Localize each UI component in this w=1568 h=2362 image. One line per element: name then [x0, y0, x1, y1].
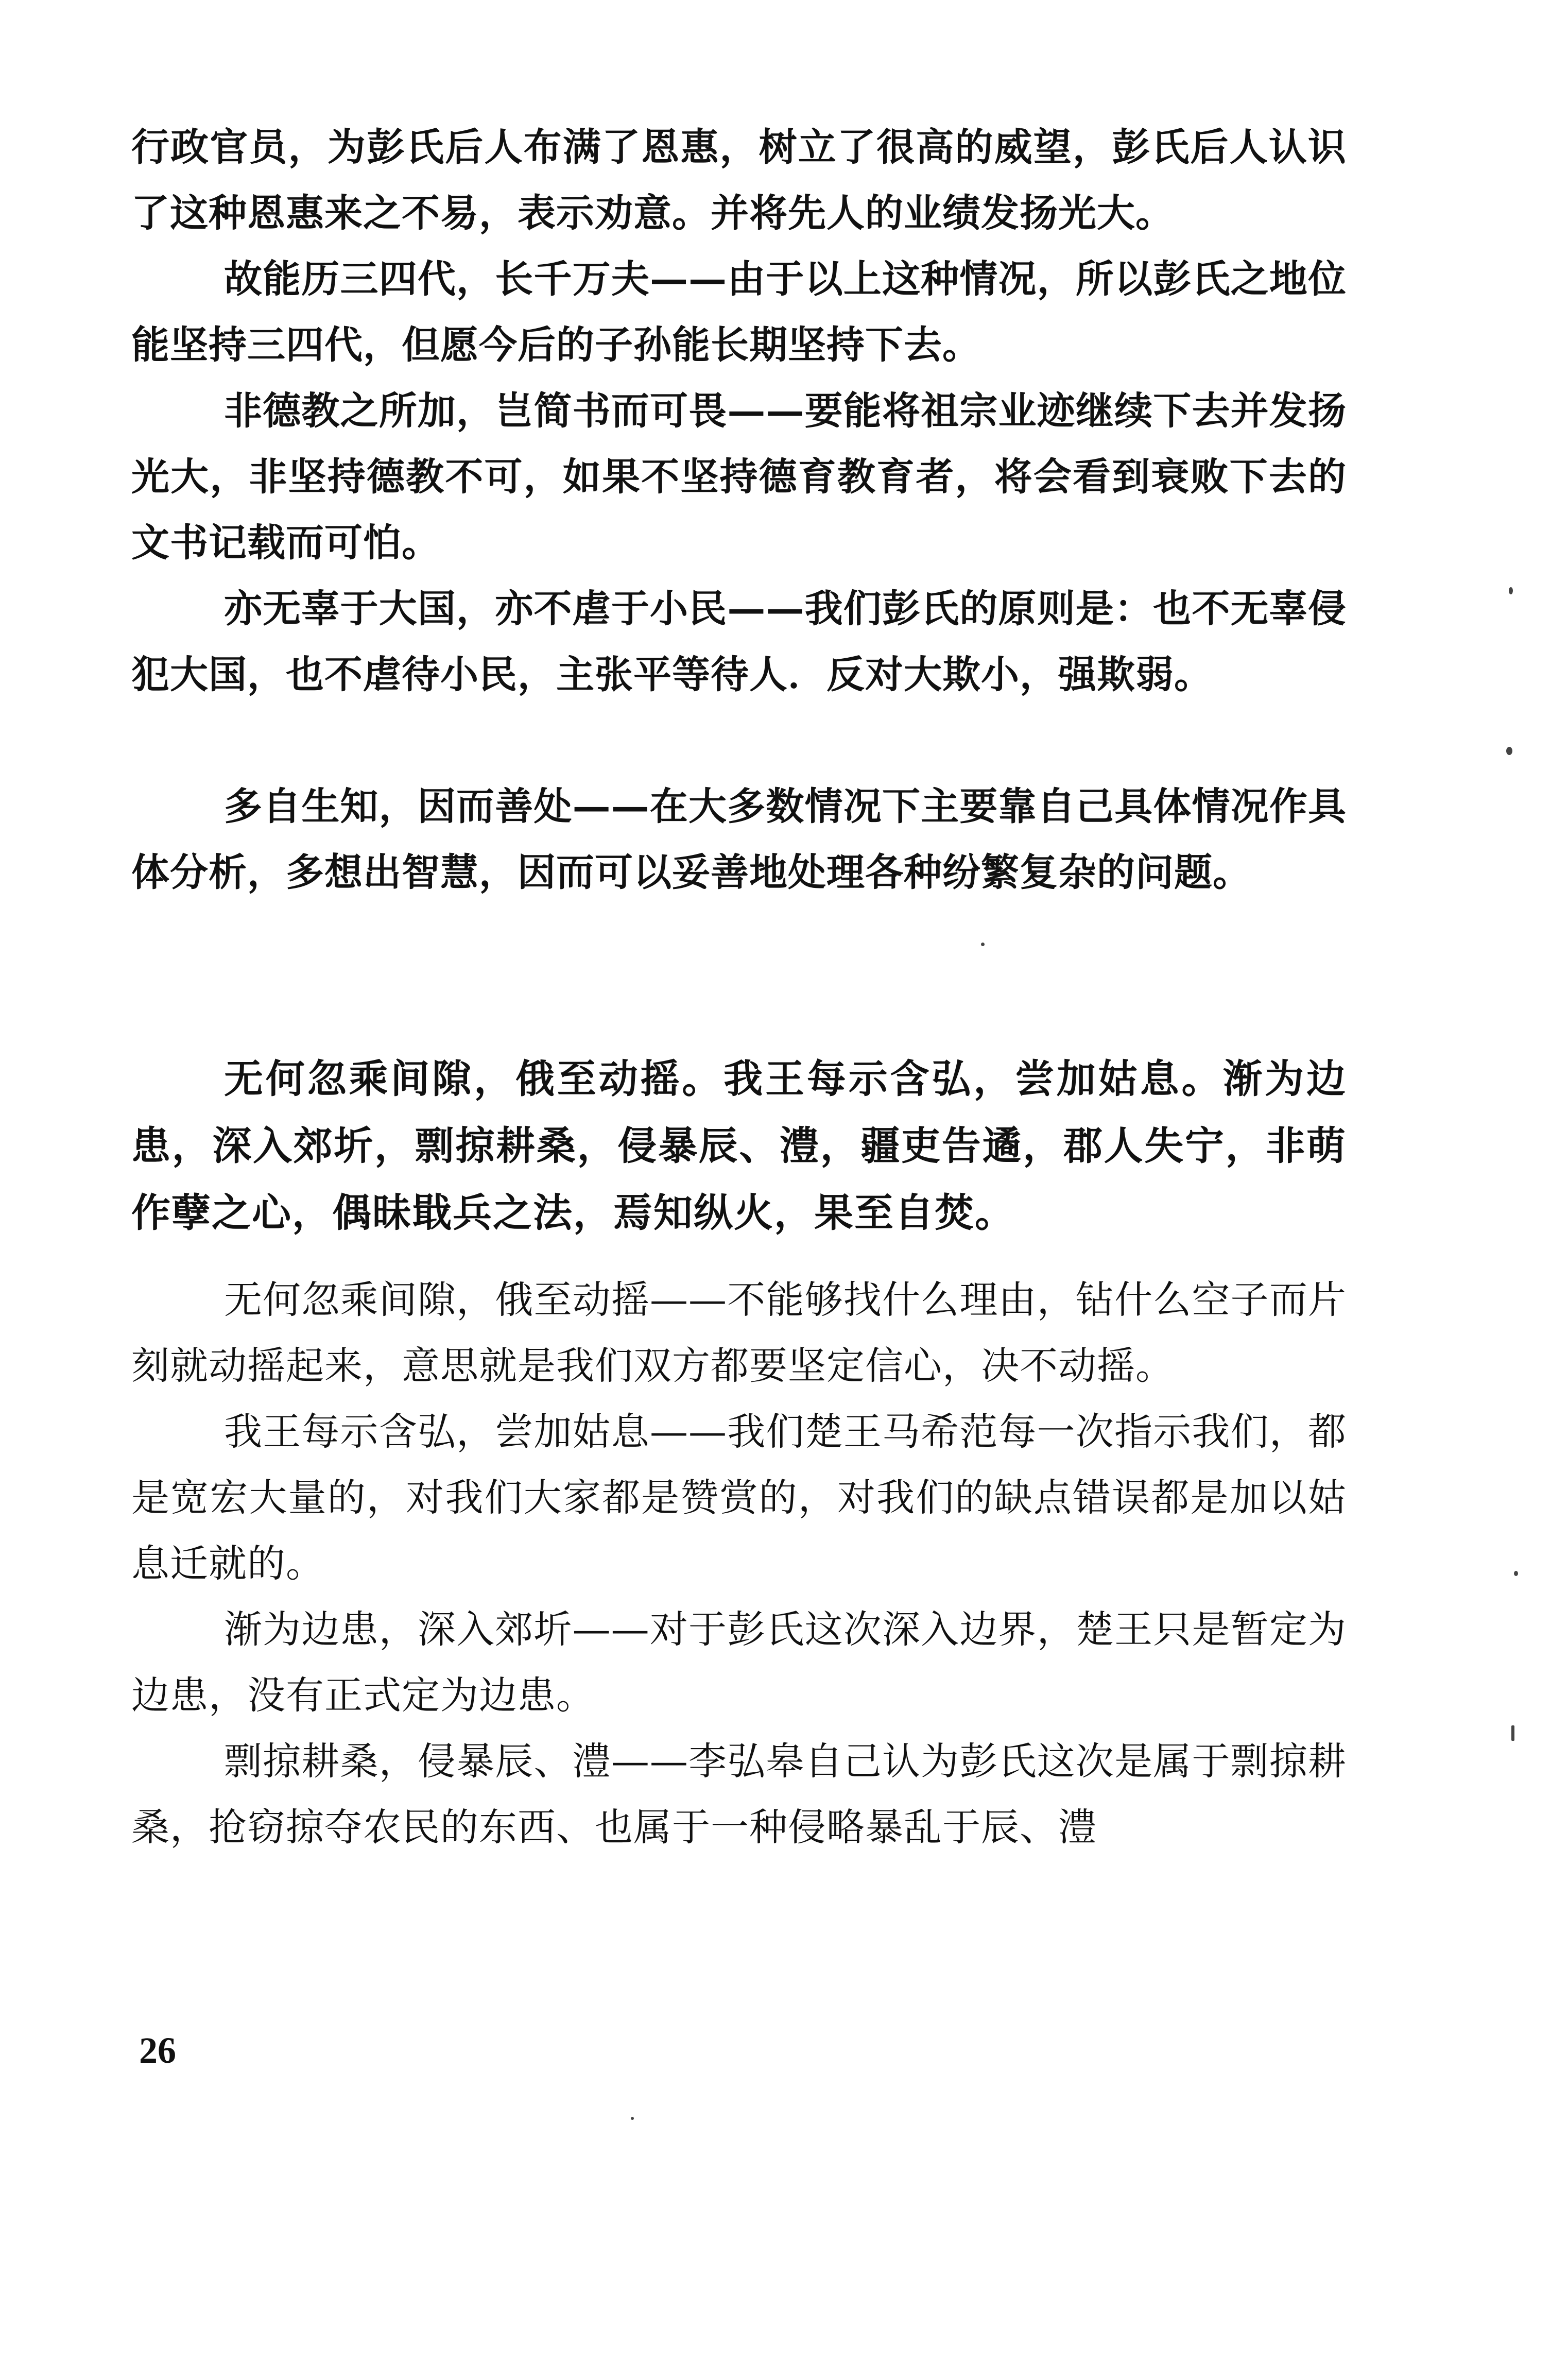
scan-speck	[981, 943, 985, 946]
em-dash: ——	[650, 1410, 728, 1454]
annotation-explanation: 对于彭氏这次深入边界，楚王只是暂定为边患，没有正式定为边患。	[131, 1607, 1347, 1718]
annotation-explanation: 要能将祖宗业迹继续下去并发扬光大，非坚持德教不可，如果不坚持德育教育者，将会看到衰败下去的文书记载而可怕。	[131, 389, 1347, 565]
annotation-term: 亦无辜于大国，亦不虐于小民	[224, 587, 728, 631]
annotation-term: 故能历三四代，长千万夫	[224, 257, 650, 301]
annotation-explanation: 我们楚王马希范每一次指示我们，都是宽宏大量的，对我们大家都是赞赏的，对我们的缺点错误都是加以姑息迁就的。	[131, 1410, 1347, 1586]
annotation-explanation: 李弘皋自己认为彭氏这次是属于剽掠耕桑，抢窃掠夺农民的东西、也属于一种侵略暴乱于辰、澧	[131, 1739, 1347, 1850]
annotation-term: 我王每示含弘，尝加姑息	[224, 1410, 650, 1454]
paragraph-continuation	[131, 114, 1347, 246]
em-dash: ——	[650, 257, 728, 301]
annotation-paragraph	[131, 1597, 1347, 1728]
annotation-explanation: 由于以上这种情况，所以彭氏之地位能坚持三四代，但愿今后的子孙能长期坚持下去。	[131, 257, 1347, 367]
page-number: 26	[139, 2030, 176, 2071]
em-dash: ——	[727, 587, 805, 631]
annotation-paragraph	[131, 378, 1347, 576]
scan-speck	[1511, 1725, 1514, 1741]
scan-speck	[631, 2117, 634, 2120]
scan-speck	[1506, 747, 1512, 755]
em-dash: ——	[727, 389, 805, 433]
paragraph-text: 行政官员，为彭氏后人布满了恩惠，树立了很高的威望，彭氏后人认识了这种恩惠来之不易，表示劝意。并将先人的业绩发扬光大。	[131, 125, 1347, 235]
annotation-term: 多自生知，因而善处	[224, 784, 573, 829]
annotation-term: 无何忽乘间隙，俄至动摇	[224, 1278, 650, 1322]
annotation-term: 剽掠耕桑，侵暴辰、澧	[224, 1739, 611, 1784]
em-dash: ——	[611, 1739, 688, 1784]
annotation-paragraph	[131, 576, 1347, 708]
annotation-explanation: 不能够找什么理由，钻什么空子而片刻就动摇起来，意思就是我们双方都要坚定信心，决不动摇。	[131, 1278, 1347, 1388]
annotation-paragraph	[131, 1267, 1347, 1399]
annotation-explanation: 我们彭氏的原则是：也不无辜侵犯大国，也不虐待小民，主张平等待人．反对大欺小，强欺弱。	[131, 587, 1347, 697]
em-dash: ——	[572, 784, 650, 829]
source-quote-passage: 无何忽乘间隙，俄至动摇。我王每示含弘，尝加姑息。渐为边患，深入郊圻，剽掠耕桑，侵暴辰、澧，疆吏告遹，郡人失宁，非萌作孽之心，偶昧戢兵之法，焉知纵火，果至自焚。	[131, 1056, 1347, 1236]
annotation-explanation: 在大多数情况下主要靠自己具体情况作具体分析，多想出智慧，因而可以妥善地处理各种纷繁复杂的问题。	[131, 784, 1347, 895]
annotation-paragraph	[131, 774, 1347, 905]
annotation-paragraph	[131, 246, 1347, 378]
annotation-term: 非德教之所加，岂简书而可畏	[224, 389, 728, 433]
annotation-paragraph	[131, 1399, 1347, 1597]
annotation-term: 渐为边患，深入郊圻	[224, 1607, 573, 1652]
scan-speck	[1514, 1571, 1518, 1576]
em-dash: ——	[572, 1607, 650, 1652]
em-dash: ——	[650, 1278, 728, 1322]
annotation-paragraph	[131, 1728, 1347, 1860]
scan-speck	[1509, 587, 1513, 594]
